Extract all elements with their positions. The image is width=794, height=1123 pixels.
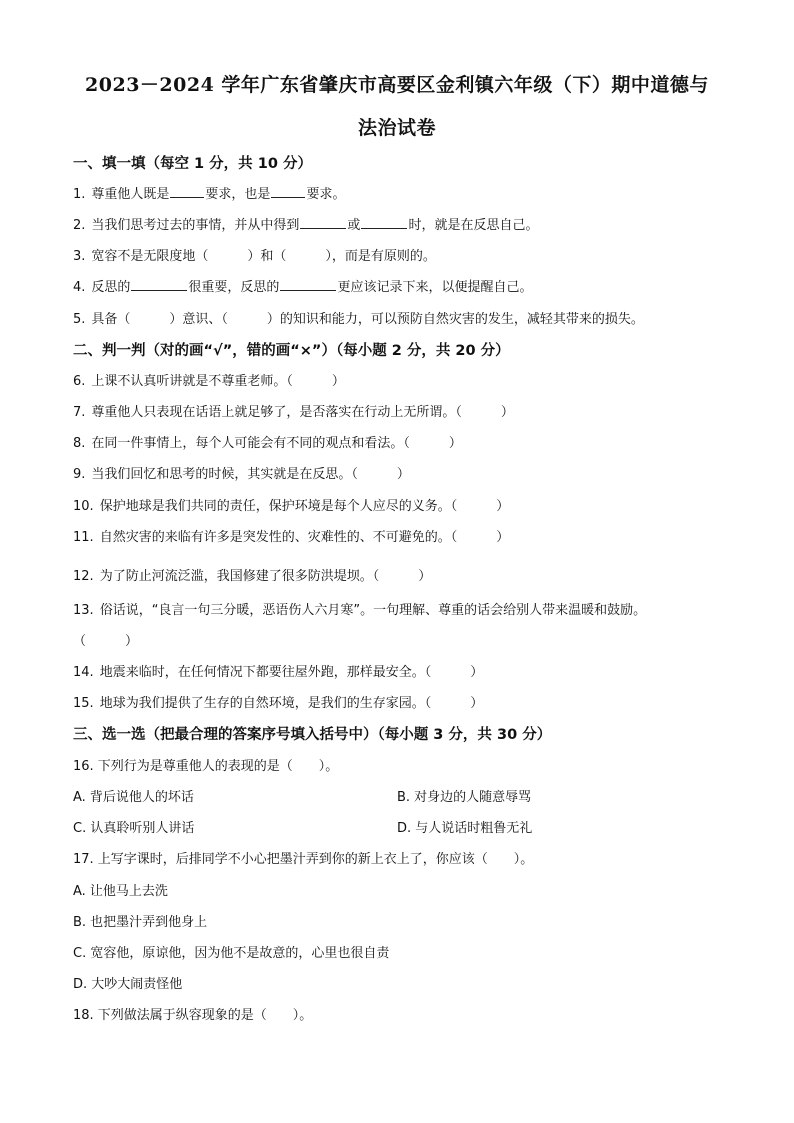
section2-heading: 二、判一判（对的画“√”，错的画“×”）（每小题 2 分，共 20 分） bbox=[73, 343, 510, 359]
option-c[interactable]: C. 宽容他，原谅他，因为他不是故意的，心里也很自责 bbox=[73, 946, 390, 961]
question-number: 2. bbox=[73, 218, 86, 233]
question-text: 要求。 bbox=[306, 187, 346, 202]
question-text: 更应该记录下来，以便提醒自己。 bbox=[337, 280, 533, 295]
question-number: 15. bbox=[73, 696, 94, 711]
question-number: 13. bbox=[73, 603, 94, 618]
question-text: 很重要，反思的 bbox=[188, 280, 280, 295]
question-3 bbox=[73, 245, 436, 264]
answer-blank[interactable] bbox=[300, 215, 346, 229]
question-item bbox=[73, 692, 483, 711]
option-a[interactable]: A. 背后说他人的坏话 bbox=[73, 790, 194, 805]
option-d[interactable]: D. 大吵大闹责怪他 bbox=[73, 977, 183, 992]
option-b[interactable]: B. 对身边的人随意辱骂 bbox=[397, 790, 532, 805]
section1-heading: 一、填一填（每空 1 分，共 10 分） bbox=[73, 156, 312, 172]
question-text: 要求，也是 bbox=[205, 187, 271, 202]
question-number: 12. bbox=[73, 569, 94, 584]
question-4 bbox=[73, 276, 532, 295]
question-text: 宽容不是无限度地（ ）和（ ），而是有原则的。 bbox=[91, 249, 436, 264]
question-text: 上课不认真听讲就是不尊重老师。（ ） bbox=[91, 374, 345, 389]
question-text: 地震来临时，在任何情况下都要往屋外跑，那样最安全。（ ） bbox=[99, 665, 484, 680]
question-number: 1. bbox=[73, 187, 86, 202]
question-18-stem: 18. 下列做法属于纵容现象的是（ ）。 bbox=[73, 1008, 313, 1023]
question-text: 保护地球是我们共同的责任，保护环境是每个人应尽的义务。（ ） bbox=[99, 499, 510, 514]
question-text: 当我们回忆和思考的时候，其实就是在反思。（ ） bbox=[91, 467, 410, 482]
question-number: 10. bbox=[73, 499, 94, 514]
exam-title-line1: 2023－2024 学年广东省肇庆市高要区金利镇六年级（下）期中道德与 bbox=[85, 74, 709, 96]
answer-blank[interactable] bbox=[271, 184, 305, 198]
answer-blank[interactable] bbox=[361, 215, 407, 229]
question-text: 俗话说，“良言一句三分暖，恶语伤人六月寒”。一句理解、尊重的话会给别人带来温暖和鼓励。 bbox=[99, 603, 647, 618]
option-a[interactable]: A. 让他马上去洗 bbox=[73, 884, 168, 899]
question-text: 尊重他人既是 bbox=[91, 187, 170, 202]
question-item bbox=[73, 495, 509, 514]
section3-heading: 三、选一选（把最合理的答案序号填入括号中）（每小题 3 分，共 30 分） bbox=[73, 727, 552, 743]
question-16-stem: 16. 下列行为是尊重他人的表现的是（ ）。 bbox=[73, 759, 339, 774]
question-number: 9. bbox=[73, 467, 86, 482]
option-c[interactable]: C. 认真聆听别人讲话 bbox=[73, 821, 195, 836]
question-number: 6. bbox=[73, 374, 86, 389]
question-number: 3. bbox=[73, 249, 86, 264]
question-text: 具备（ ）意识、（ ）的知识和能力，可以预防自然灾害的发生，减轻其带来的损失。 bbox=[91, 312, 644, 327]
question-number: 11. bbox=[73, 530, 94, 545]
question-text: 为了防止河流泛滥，我国修建了很多防洪堤坝。（ ） bbox=[99, 569, 432, 584]
question-item-continued bbox=[73, 630, 138, 649]
question-number: 4. bbox=[73, 280, 86, 295]
option-d[interactable]: D. 与人说话时粗鲁无礼 bbox=[397, 821, 533, 836]
answer-blank[interactable] bbox=[131, 277, 187, 291]
question-text: 当我们思考过去的事情，并从中得到 bbox=[91, 218, 300, 233]
question-item bbox=[73, 463, 410, 482]
question-17-stem: 17. 上写字课时，后排同学不小心把墨汁弄到你的新上衣上了，你应该（ ）。 bbox=[73, 852, 534, 867]
question-text: 地球为我们提供了生存的自然环境，是我们的生存家园。（ ） bbox=[99, 696, 484, 711]
option-b[interactable]: B. 也把墨汁弄到他身上 bbox=[73, 915, 208, 930]
question-text: 尊重他人只表现在话语上就足够了，是否落实在行动上无所谓。（ ） bbox=[91, 405, 514, 420]
question-item bbox=[73, 565, 431, 584]
question-item bbox=[73, 370, 345, 389]
question-item bbox=[73, 661, 483, 680]
answer-blank[interactable] bbox=[170, 184, 204, 198]
exam-title-line2: 法治试卷 bbox=[357, 117, 436, 139]
question-text: 反思的 bbox=[91, 280, 131, 295]
question-text: 时，就是在反思自己。 bbox=[408, 218, 539, 233]
question-text: 在同一件事情上，每个人可能会有不同的观点和看法。（ ） bbox=[91, 436, 462, 451]
answer-blank[interactable] bbox=[280, 277, 336, 291]
question-item bbox=[73, 432, 462, 451]
question-number: 5. bbox=[73, 312, 86, 327]
question-item bbox=[73, 599, 646, 618]
question-text: 自然灾害的来临有许多是突发性的、灾难性的、不可避免的。（ ） bbox=[99, 530, 510, 545]
question-number: 7. bbox=[73, 405, 86, 420]
question-2 bbox=[73, 214, 538, 233]
question-item bbox=[73, 526, 509, 545]
question-number: 14. bbox=[73, 665, 94, 680]
question-item bbox=[73, 401, 514, 420]
question-5 bbox=[73, 308, 644, 327]
question-text: 或 bbox=[347, 218, 361, 233]
question-number: 8. bbox=[73, 436, 86, 451]
answer-parentheses[interactable]: （ ） bbox=[73, 634, 139, 649]
question-1 bbox=[73, 183, 345, 202]
